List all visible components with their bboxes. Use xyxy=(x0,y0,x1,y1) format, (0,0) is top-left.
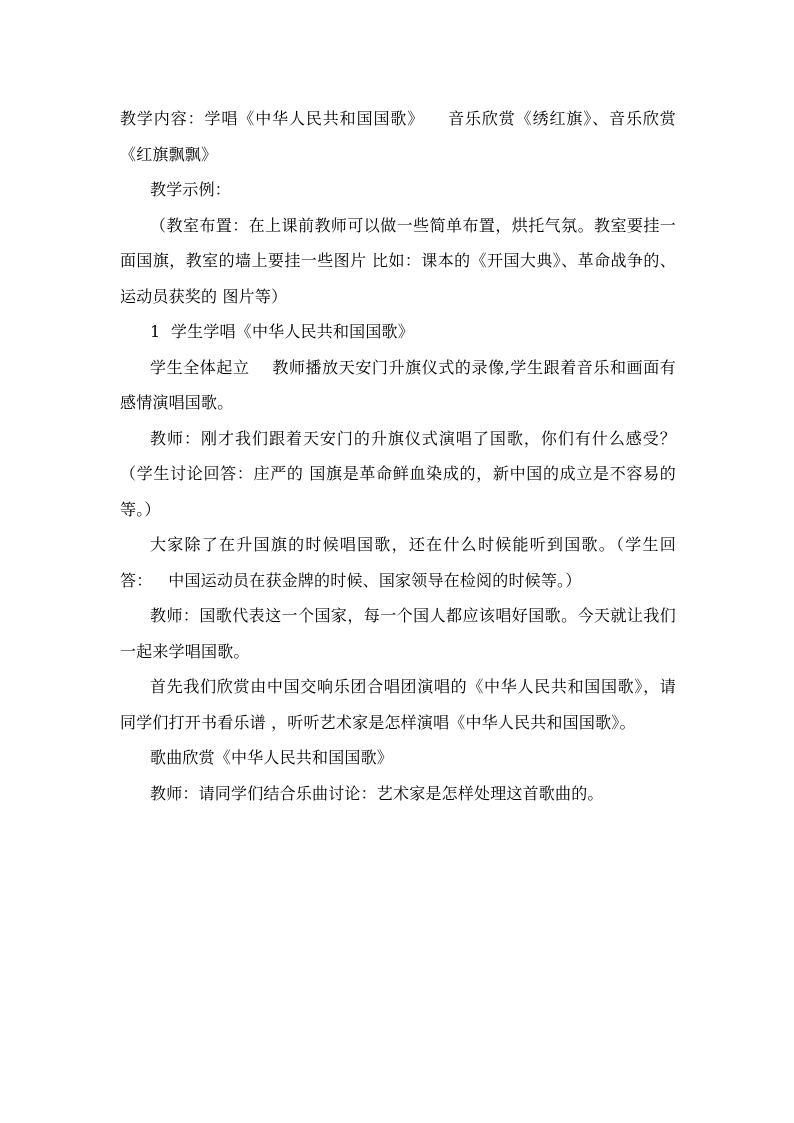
paragraph-classroom-setup: （教室布置：在上课前教师可以做一些简单布置，烘托气氛。教室要挂一面国旗，教室的墙上要挂一些图片 比如：课本的《开国大典》、革命战争的、运动员获奖的 图片等） xyxy=(120,215,676,306)
document-body xyxy=(120,101,676,811)
paragraph-teacher-question: 教师：刚才我们跟着天安门的升旗仪式演唱了国歌，你们有什么感受？（学生讨论回答：庄严的 国旗是革命鲜血染成的，新中国的成立是不容易的等。） xyxy=(120,428,676,519)
paragraph-teaching-content: 教学内容：学唱《中华人民共和国国歌》 音乐欣赏《绣红旗》、音乐欣赏《红旗飘飘》 xyxy=(120,109,676,164)
paragraph-teaching-example-heading: 教学示例： xyxy=(150,180,232,199)
paragraph-students-stand: 学生全体起立 教师播放天安门升旗仪式的录像,学生跟着音乐和画面有感情演唱国歌。 xyxy=(120,357,676,412)
paragraph-appreciation-intro: 首先我们欣赏由中国交响乐团合唱团演唱的《中华人民共和国国歌》，请同学们打开书看乐谱 ，听听艺术家是怎样演唱《中华人民共和国国歌》。 xyxy=(120,677,676,732)
paragraph-when-anthem-heard: 大家除了在升国旗的时候唱国歌，还在什么时候能听到国歌。（学生回答： 中国运动员在获金牌的时候、国家领导在检阅的时候等。） xyxy=(120,535,676,590)
paragraph-anthem-represents: 教师：国歌代表这一个国家，每一个国人都应该唱好国歌。今天就让我们一起来学唱国歌。 xyxy=(120,606,676,661)
paragraph-section-1-title: 1 学生学唱《中华人民共和国国歌》 xyxy=(150,322,414,341)
paragraph-discussion: 教师：请同学们结合乐曲讨论：艺术家是怎样处理这首歌曲的。 xyxy=(150,783,604,803)
paragraph-song-appreciation: 歌曲欣赏《中华人民共和国国歌》 xyxy=(150,748,394,767)
